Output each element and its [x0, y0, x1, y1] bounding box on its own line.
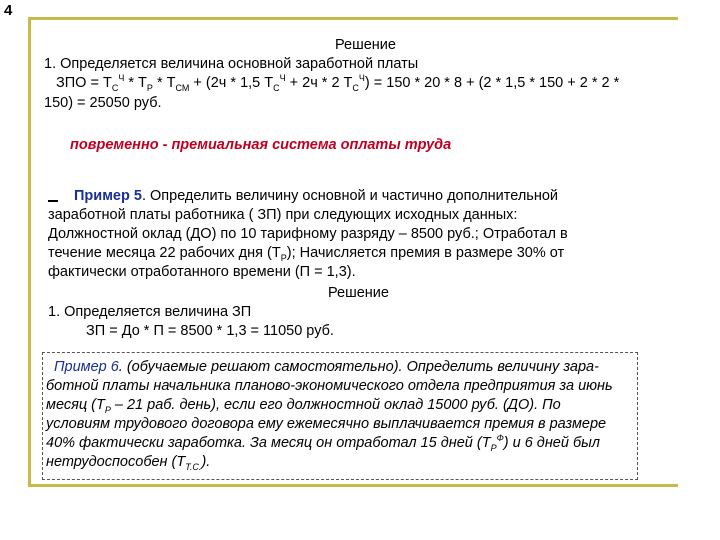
example5-line5: фактически отработанного времени (П = 1,3).	[48, 264, 356, 280]
example6-line6: нетрудоспособен $(Т_{Т.С.})$.	[46, 454, 211, 472]
example6-line1: Пример 6. (обучаемые решают самостоятельно). Определить величину зара-	[54, 359, 599, 375]
slide-number: 4	[4, 2, 13, 19]
top-rule	[28, 17, 678, 20]
example5-label: Пример 5	[74, 188, 142, 204]
example5-line1: Пример 5. Определить величину основной и частично дополнительной	[74, 188, 559, 204]
solution-step-1: 1. Определяется величина основной заработной платы	[44, 56, 419, 72]
example6-line3: месяц ($Т_Р - 21$ раб. день), если его должностной оклад 15000 руб. (ДО). По	[46, 397, 561, 415]
formula-zpo: ЗПО = $Т_С^Ч * Т_Р * Т_{СМ} + (2ч * 1,5$ $Т_С^Ч + 2ч * 2$ $Т_С^Ч) = 150 * 20 * 8 + (2 * 1,5 * 150 + 2 * 2$ *	[56, 73, 620, 93]
bullet-dash	[48, 200, 58, 202]
example5-step1: 1. Определяется величина ЗП	[48, 304, 252, 320]
example6-line5: 40% фактически заработка. За месяц он отработал 15 дней $(Т_Р^Ф)$ и 6 дней был	[46, 433, 600, 453]
example5-formula: ЗП = До * П = 8500 * 1,3 = 11050 руб.	[86, 323, 334, 339]
section-heading: повременно - премиальная система оплаты труда	[70, 137, 452, 153]
bottom-rule	[28, 484, 678, 487]
example6-line4: условиям трудового договора ему ежемесячно выплачивается премия в размере	[46, 416, 607, 432]
formula-zpo-result: 150) = 25050 руб.	[44, 95, 162, 111]
example6-label: Пример 6	[54, 359, 119, 375]
example6-line2: ботной платы начальника планово-экономического отдела предприятия за июнь	[46, 378, 613, 394]
left-rule	[28, 17, 31, 487]
solution-title: Решение	[335, 37, 396, 53]
example5-line4: течение месяца 22 рабочих дня $(Т_Р)$; Начисляется премия в размере 30% от	[48, 245, 565, 263]
example5-line3: Должностной оклад (ДО) по 10 тарифному разряду – 8500 руб.; Отработал в	[48, 226, 568, 242]
example5-solution-title: Решение	[328, 285, 389, 301]
example5-line2: заработной платы работника ( ЗП) при следующих исходных данных:	[48, 207, 518, 223]
